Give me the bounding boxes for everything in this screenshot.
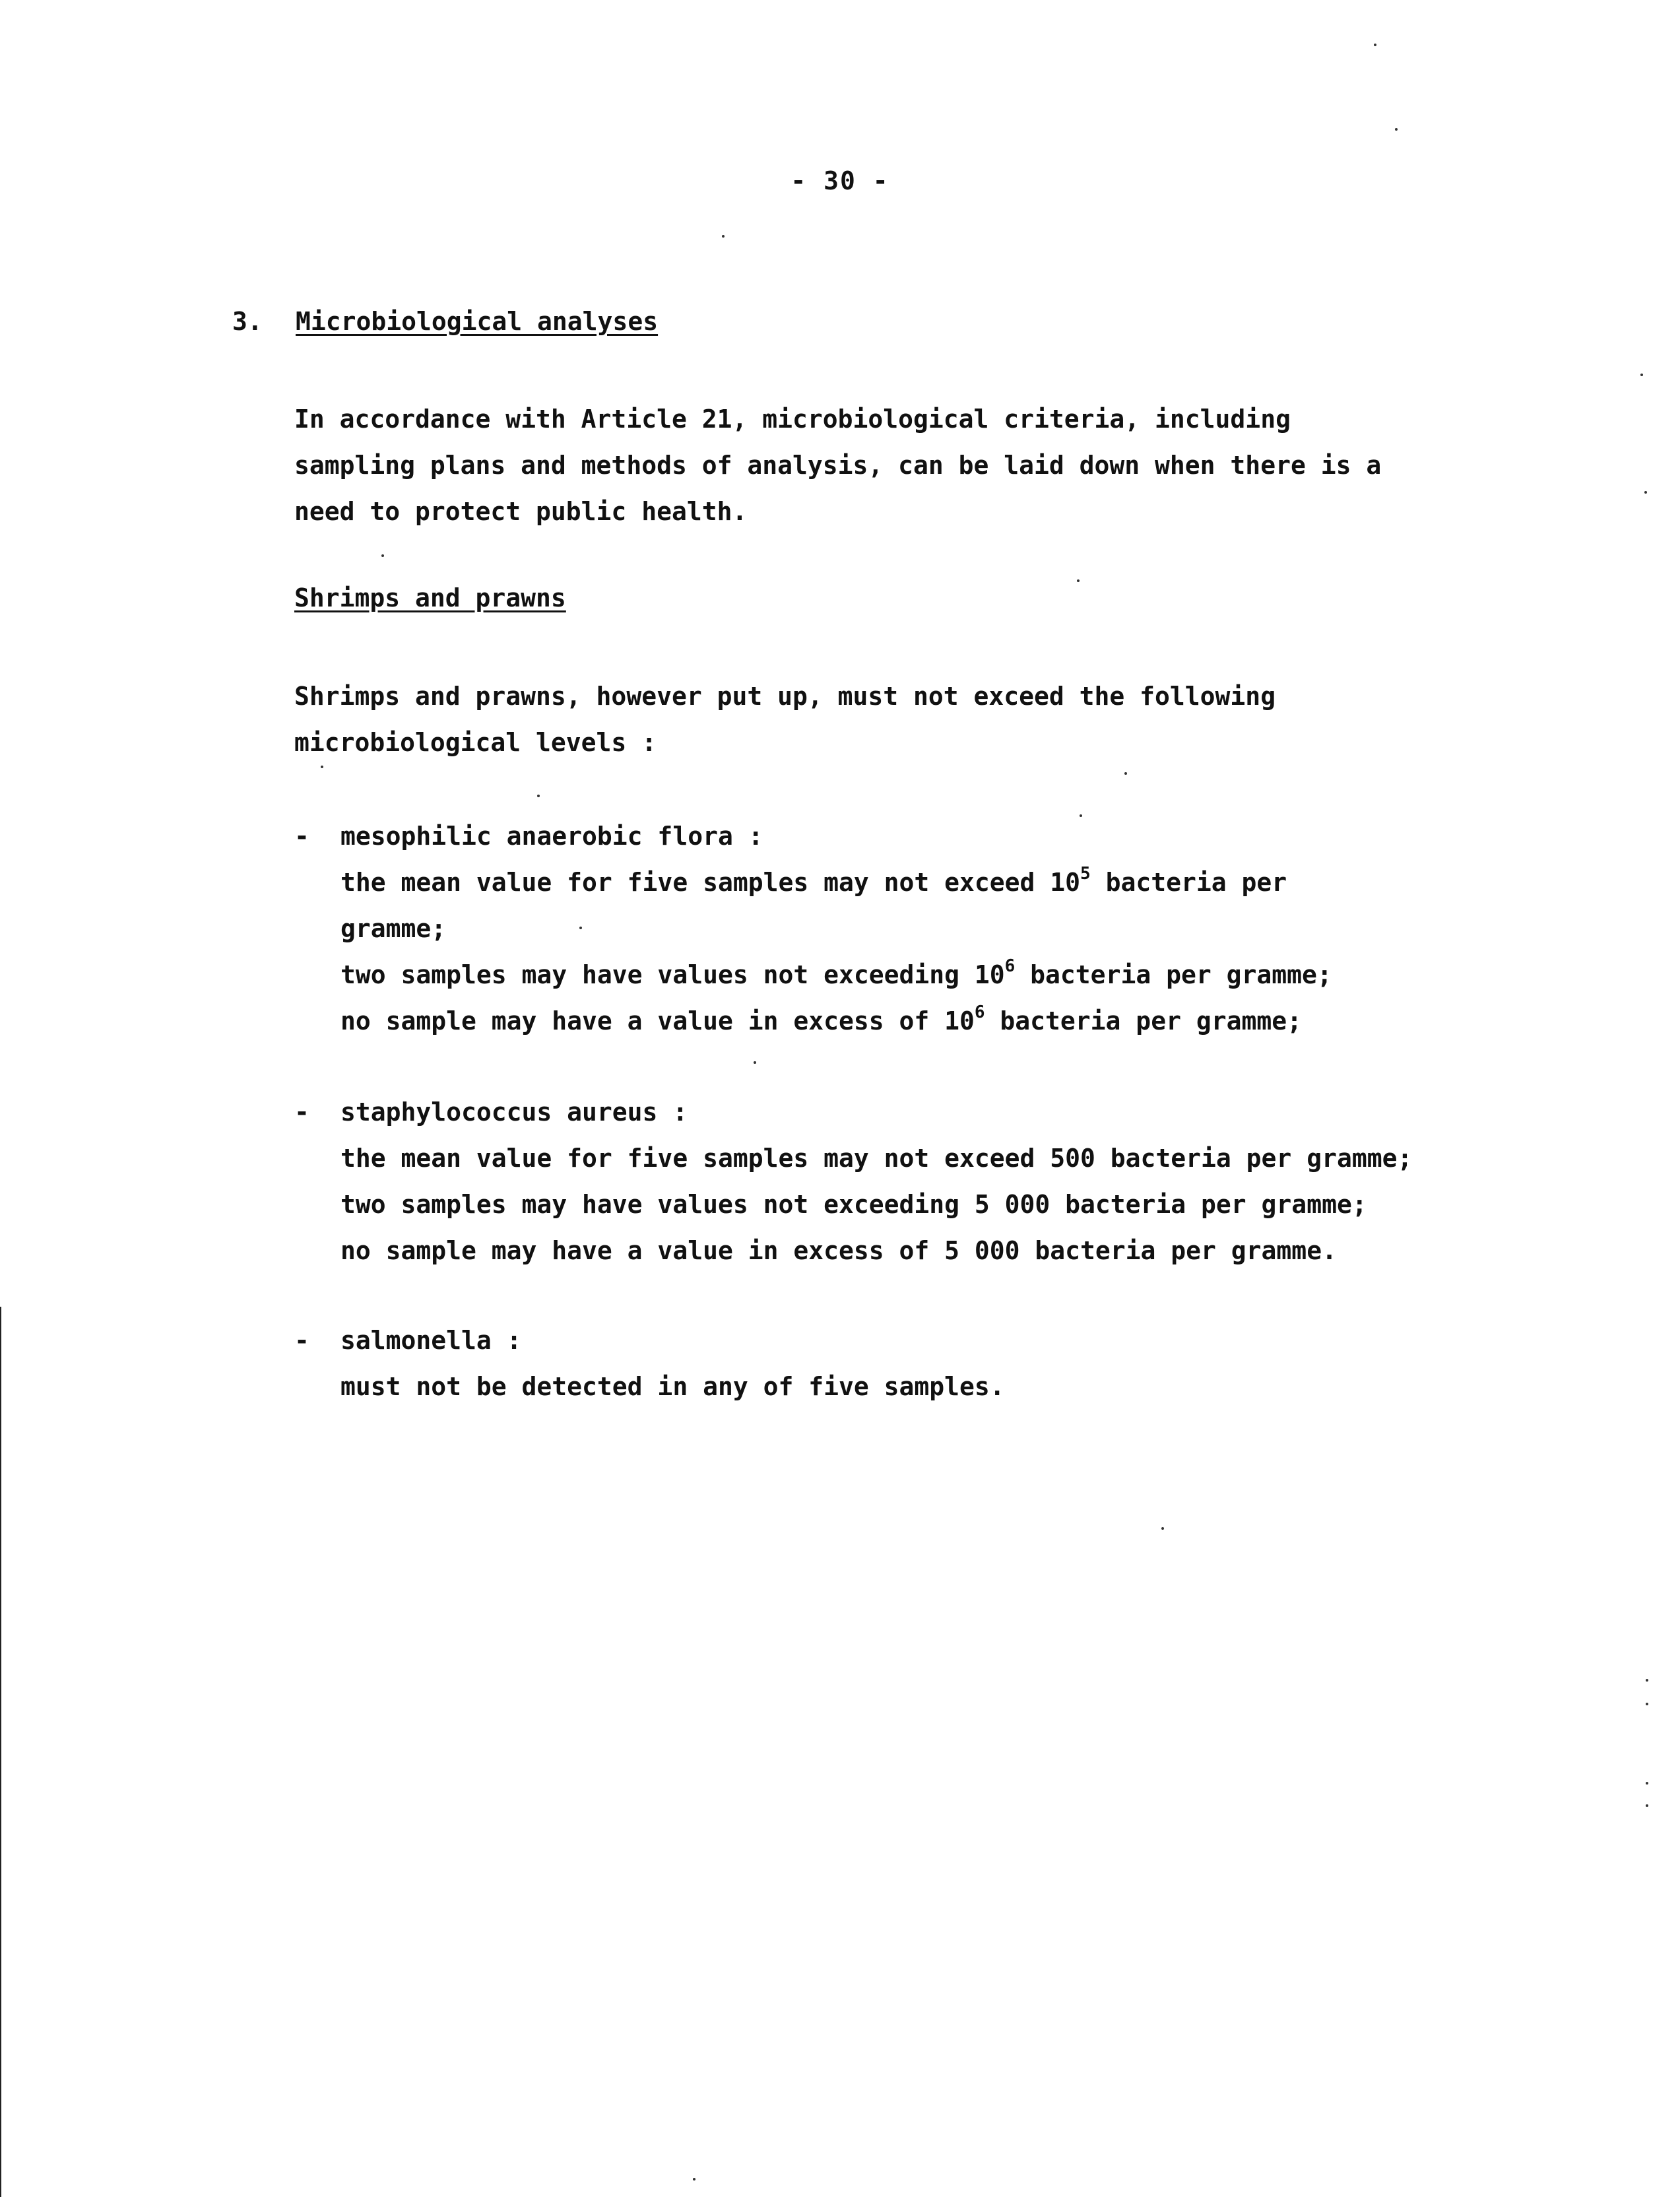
scan-speck <box>1374 44 1376 46</box>
scan-speck <box>1646 1804 1648 1807</box>
scan-edge-line <box>0 1307 1 2197</box>
scan-speck <box>579 927 582 929</box>
scan-speck <box>1646 1782 1648 1785</box>
criteria-item-staphylococcus <box>294 1089 1548 1274</box>
intro-line: sampling plans and methods of analysis, can be laid down when there is a <box>294 451 1382 480</box>
scan-speck <box>1644 491 1647 494</box>
criteria-item-body <box>340 1363 1548 1410</box>
scan-speck <box>537 795 540 797</box>
scan-speck <box>1646 1679 1648 1682</box>
scan-speck <box>1080 814 1082 817</box>
list-dash: - <box>294 822 309 851</box>
list-dash: - <box>294 1098 309 1127</box>
criteria-line-text: gramme; <box>340 914 447 943</box>
subheading-shrimps-prawns: Shrimps and prawns <box>294 583 566 612</box>
page-number: - 30 - <box>791 166 889 195</box>
criteria-line: must not be detected in any of five samples. <box>340 1372 1005 1401</box>
criteria-line <box>340 998 1548 1044</box>
criteria-item-heading: staphylococcus aureus : <box>340 1098 688 1127</box>
criteria-item-salmonella <box>294 1317 1548 1410</box>
criteria-line: no sample may have a value in excess of 5 000 bacteria per gramme. <box>340 1236 1337 1265</box>
intro-paragraph <box>294 396 1416 535</box>
criteria-line-text: the mean value for five samples may not exceed 10 <box>340 868 1081 897</box>
intro-line: In accordance with Article 21, microbiological criteria, including <box>294 405 1291 434</box>
intro-line: need to protect public health. <box>294 497 748 526</box>
scan-speck <box>321 766 323 768</box>
criteria-line-text: two samples may have values not exceeding 10 <box>340 960 1005 989</box>
scan-speck <box>1124 772 1127 775</box>
criteria-item-body <box>340 859 1548 1044</box>
criteria-line-text: no sample may have a value in excess of 10 <box>340 1006 975 1035</box>
criteria-item-heading: salmonella : <box>340 1326 522 1355</box>
scan-speck <box>381 554 384 557</box>
criteria-line-text: bacteria per <box>1090 868 1287 897</box>
exponent: 5 <box>1080 864 1091 884</box>
scan-speck <box>1640 374 1643 376</box>
section-heading <box>232 307 658 336</box>
exponent: 6 <box>1004 956 1016 976</box>
criteria-line <box>340 905 1548 952</box>
scan-speck <box>722 235 725 238</box>
criteria-line: the mean value for five samples may not exceed 500 bacteria per gramme; <box>340 1144 1413 1173</box>
criteria-line-text: bacteria per gramme; <box>985 1006 1302 1035</box>
scan-speck <box>1077 579 1080 582</box>
lead-paragraph <box>294 673 1416 766</box>
criteria-item-heading: mesophilic anaerobic flora : <box>340 822 763 851</box>
list-dash: - <box>294 1326 309 1355</box>
criteria-item-body <box>340 1135 1548 1274</box>
section-number: 3. <box>232 307 263 336</box>
criteria-line-text: bacteria per gramme; <box>1015 960 1332 989</box>
criteria-item-mesophilic <box>294 813 1548 1044</box>
scan-speck <box>1395 128 1398 131</box>
criteria-line: two samples may have values not exceeding 5 000 bacteria per gramme; <box>340 1190 1367 1219</box>
criteria-line <box>340 859 1548 905</box>
lead-line: Shrimps and prawns, however put up, must not exceed the following <box>294 682 1276 711</box>
exponent: 6 <box>974 1002 985 1022</box>
scan-speck <box>693 2178 695 2181</box>
scan-speck <box>1161 1527 1164 1530</box>
section-title: Microbiological analyses <box>296 307 659 336</box>
scan-speck <box>754 1061 756 1064</box>
criteria-line <box>340 952 1548 998</box>
lead-line: microbiological levels : <box>294 728 657 757</box>
scan-speck <box>1646 1703 1648 1705</box>
